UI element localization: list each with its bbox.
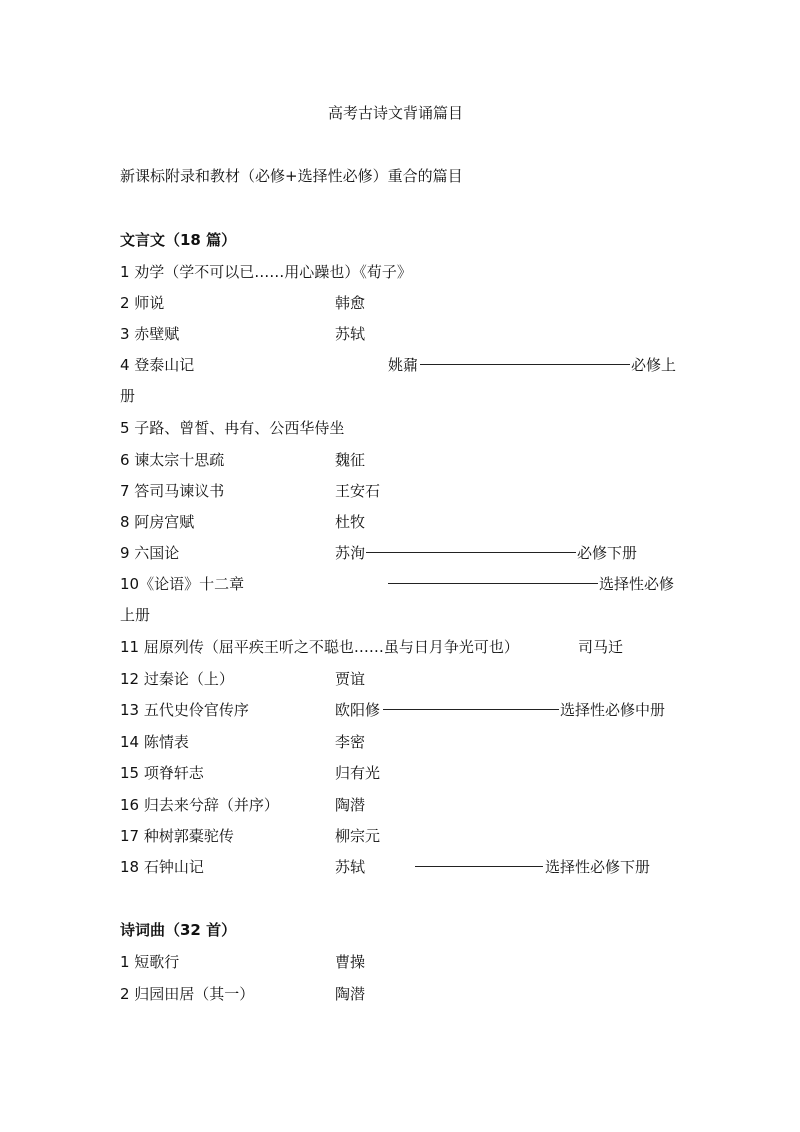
subtitle: 新课标附录和教材（必修+选择性必修）重合的篇目 <box>120 167 463 185</box>
author: 李密 <box>335 733 366 751</box>
author: 贾谊 <box>335 670 366 688</box>
list-item: 1 短歌行 <box>120 953 180 971</box>
volume-label: 选择性必修下册 <box>545 858 651 876</box>
volume-label-continued: 上册 <box>120 606 151 624</box>
author: 司马迁 <box>578 638 624 656</box>
leader-line <box>366 552 576 553</box>
volume-label: 选择性必修中册 <box>560 701 666 719</box>
leader-line <box>388 583 598 584</box>
author: 陶潜 <box>335 796 366 814</box>
volume-label: 选择性必修 <box>599 575 675 593</box>
list-item: 13 五代史伶官传序 <box>120 701 249 719</box>
list-item: 17 种树郭橐驼传 <box>120 827 234 845</box>
volume-label: 必修上 <box>631 356 677 374</box>
author: 欧阳修 <box>335 701 381 719</box>
list-item: 2 归园田居（其一） <box>120 985 255 1003</box>
volume-label: 必修下册 <box>577 544 638 562</box>
list-item: 8 阿房宫赋 <box>120 513 195 531</box>
list-item: 18 石钟山记 <box>120 858 204 876</box>
list-item: 5 子路、曾皙、冉有、公西华侍坐 <box>120 419 345 437</box>
list-item: 7 答司马谏议书 <box>120 482 225 500</box>
list-item: 11 屈原列传（屈平疾王听之不聪也……虽与日月争光可也） <box>120 638 519 656</box>
author: 苏轼 <box>335 858 366 876</box>
list-item: 9 六国论 <box>120 544 180 562</box>
list-item: 15 项脊轩志 <box>120 764 204 782</box>
author: 归有光 <box>335 764 381 782</box>
list-item: 4 登泰山记 <box>120 356 195 374</box>
author: 王安石 <box>335 482 381 500</box>
author: 苏洵 <box>335 544 366 562</box>
author: 魏征 <box>335 451 366 469</box>
leader-line <box>383 709 559 710</box>
list-item: 16 归去来兮辞（并序） <box>120 796 279 814</box>
leader-line <box>415 866 543 867</box>
volume-label-continued: 册 <box>120 387 136 405</box>
page-title: 高考古诗文背诵篇目 <box>328 104 464 122</box>
list-item: 6 谏太宗十思疏 <box>120 451 225 469</box>
list-item: 14 陈情表 <box>120 733 189 751</box>
list-item: 12 过秦论（上） <box>120 670 234 688</box>
author: 姚鼐 <box>388 356 419 374</box>
author: 苏轼 <box>335 325 366 343</box>
author: 陶潜 <box>335 985 366 1003</box>
section-heading-prose: 文言文（18 篇） <box>120 231 237 249</box>
list-item: 3 赤壁赋 <box>120 325 180 343</box>
author: 杜牧 <box>335 513 366 531</box>
author: 柳宗元 <box>335 827 381 845</box>
section-heading-poetry: 诗词曲（32 首） <box>120 921 237 939</box>
list-item: 10《论语》十二章 <box>120 575 245 593</box>
author: 曹操 <box>335 953 366 971</box>
leader-line <box>420 364 630 365</box>
author: 韩愈 <box>335 294 366 312</box>
list-item: 1 劝学（学不可以已……用心躁也）《荀子》 <box>120 263 412 281</box>
list-item: 2 师说 <box>120 294 165 312</box>
